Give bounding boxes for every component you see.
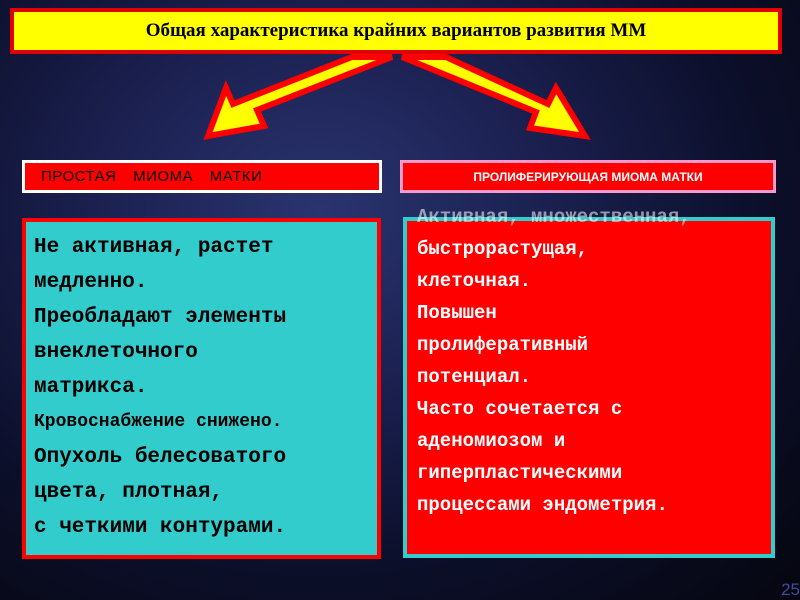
right-line: процессами эндометрия. bbox=[417, 494, 668, 516]
right-line: клеточная. bbox=[417, 270, 532, 292]
left-line: внеклеточного bbox=[34, 341, 198, 364]
slide-title: Общая характеристика крайних вариантов развития ММ bbox=[10, 8, 782, 54]
right-line: Повышен bbox=[417, 302, 497, 324]
right-line: аденомиозом и bbox=[417, 430, 566, 452]
left-line: Кровоснабжение снижено. bbox=[34, 412, 283, 432]
right-line: гиперпластическими bbox=[417, 462, 623, 484]
simple-myoma-description bbox=[22, 218, 381, 559]
right-line: Активная, множественная, bbox=[417, 206, 691, 228]
left-line: медленно. bbox=[34, 271, 148, 294]
right-arrow-icon bbox=[402, 57, 585, 136]
page-number: 25 bbox=[781, 580, 800, 599]
left-line: Опухоль белесоватого bbox=[34, 446, 287, 469]
left-line: Не активная, растет bbox=[34, 236, 274, 259]
left-line: матрикса. bbox=[34, 376, 148, 399]
proliferating-myoma-header: ПРОЛИФЕРИРУЮЩАЯ МИОМА МАТКИ bbox=[400, 160, 776, 193]
left-line: Преобладают элементы bbox=[34, 306, 287, 329]
left-line: цвета, плотная, bbox=[34, 481, 224, 504]
simple-myoma-header: ПРОСТАЯ МИОМА МАТКИ bbox=[22, 160, 382, 193]
right-line: пролиферативный bbox=[417, 334, 589, 356]
right-line: потенциал. bbox=[417, 366, 532, 388]
left-arrow-icon bbox=[208, 57, 392, 136]
left-line: с четкими контурами. bbox=[34, 516, 287, 539]
right-line: Часто сочетается с bbox=[417, 398, 623, 420]
right-line: быстрорастущая, bbox=[417, 238, 589, 260]
proliferating-myoma-description bbox=[403, 206, 775, 558]
